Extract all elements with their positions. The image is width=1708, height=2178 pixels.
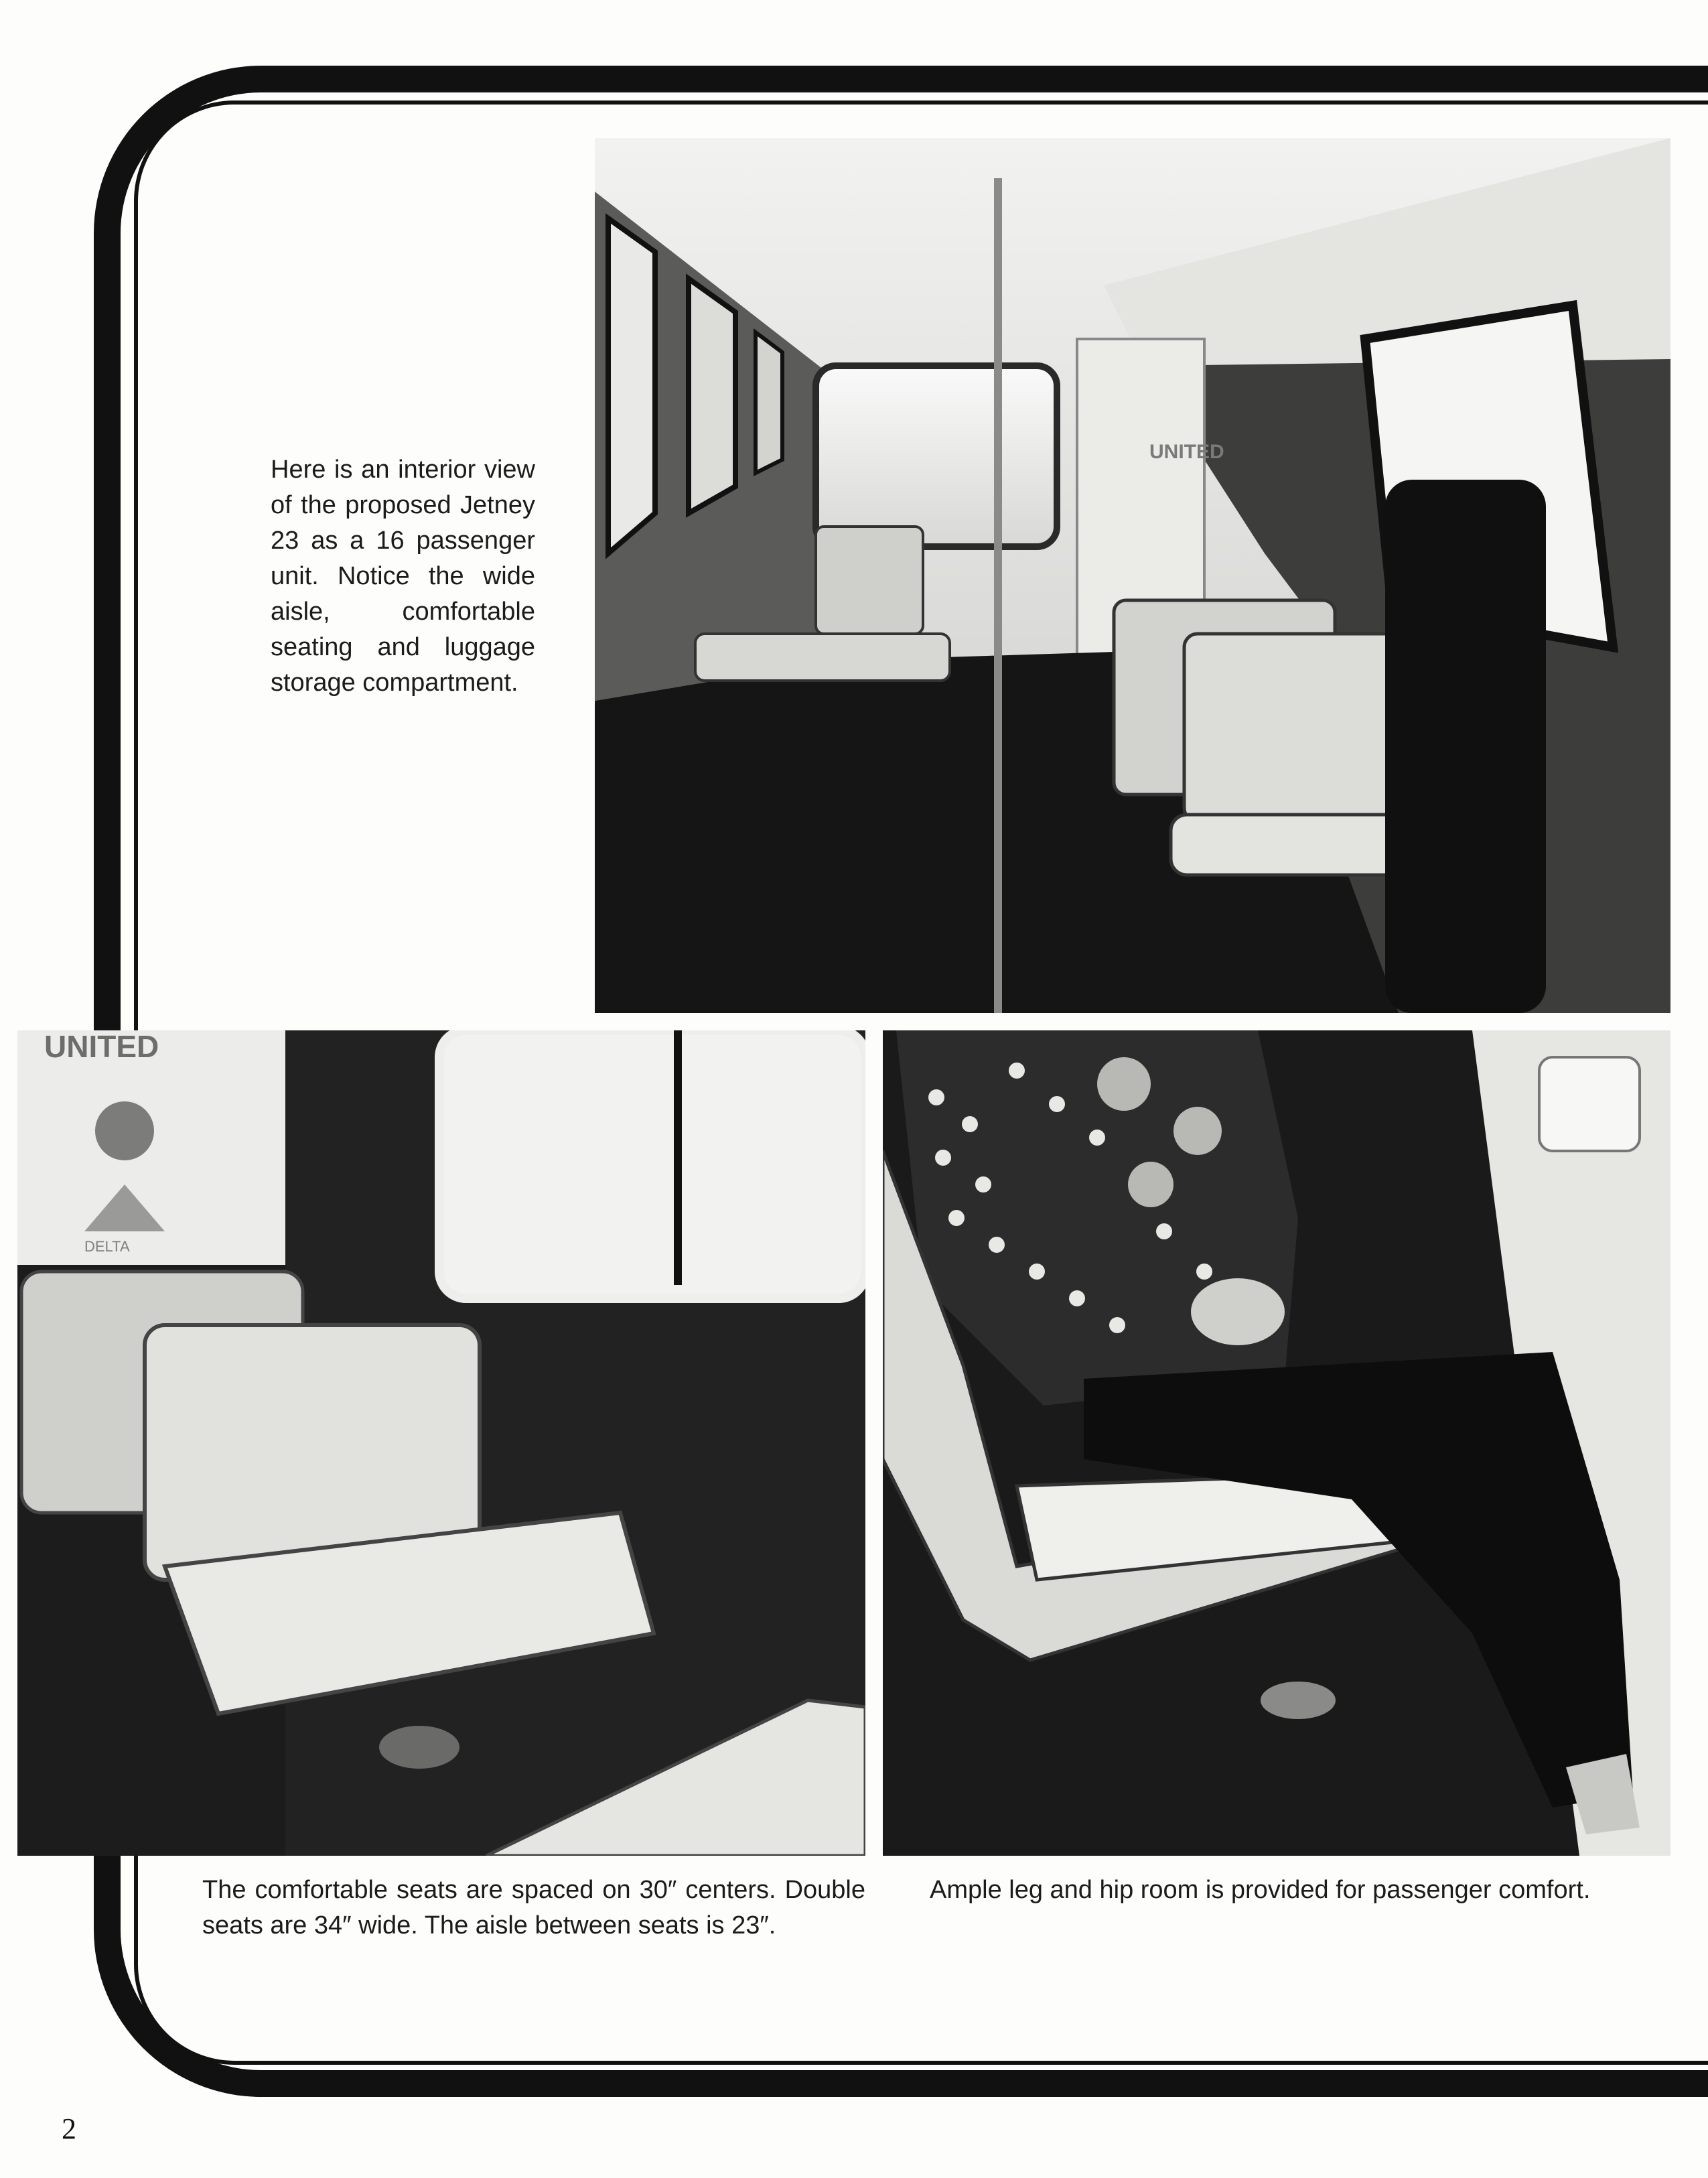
legroom-caption: Ample leg and hip room is provided for passenger comfort. bbox=[930, 1876, 1591, 1904]
sign-united: UNITED bbox=[44, 1030, 159, 1064]
double-seat-photo bbox=[17, 1030, 865, 1856]
top-photo-sign-united: UNITED bbox=[1149, 441, 1224, 463]
seated-passenger-photo bbox=[883, 1030, 1670, 1856]
seat-spacing-caption: The comfortable seats are spaced on 30″ centers. Double seats are 34″ wide. The aisle between seats is 23″. bbox=[202, 1876, 865, 1939]
bus-interior-photo bbox=[595, 138, 1670, 1013]
page-number: 2 bbox=[62, 2112, 76, 2145]
sign-delta: DELTA bbox=[84, 1238, 130, 1255]
top-photo-caption: Here is an interior view of the proposed Jetney 23 as a 16 passenger unit. Notice the wide aisle, comfortable seating and luggage storage compartment. bbox=[271, 456, 535, 697]
